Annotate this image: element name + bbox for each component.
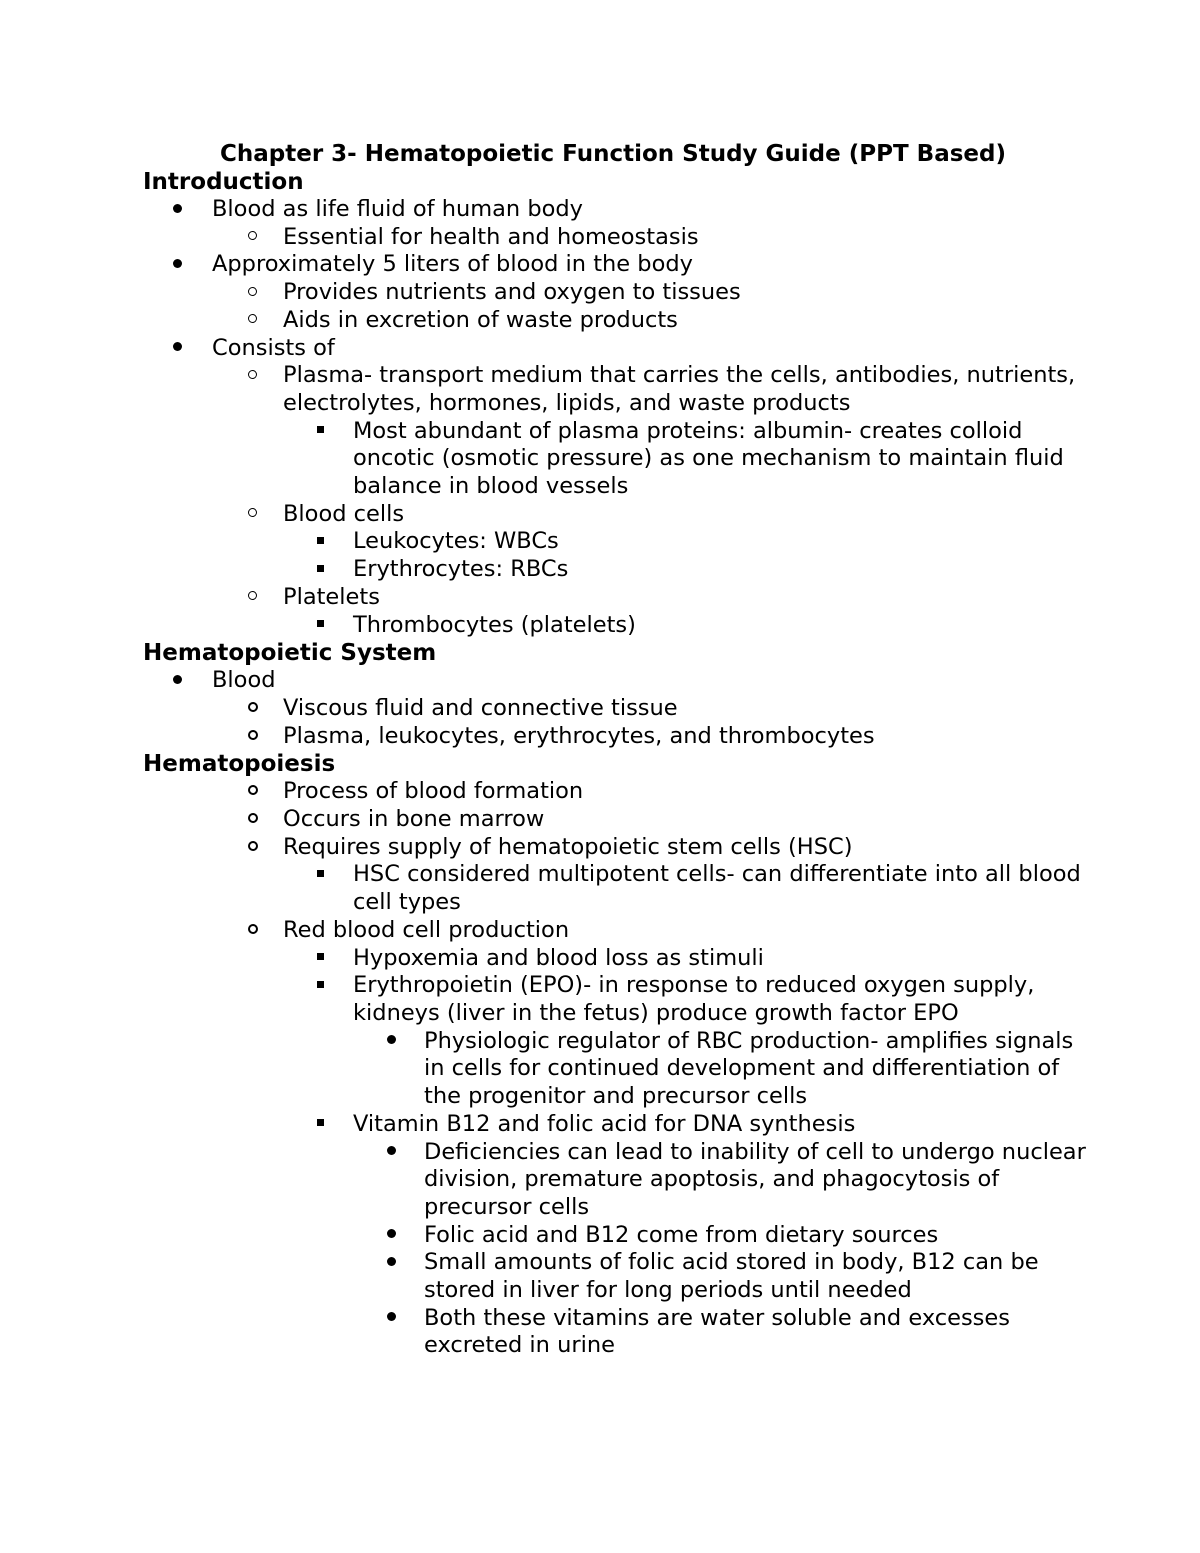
bullet-icon xyxy=(387,1305,396,1333)
list-item-text: Thrombocytes (platelets) xyxy=(353,611,636,638)
list-item xyxy=(143,224,1090,252)
list-item-text: Consists of xyxy=(212,334,335,361)
bullet-icon xyxy=(317,1111,324,1139)
list-item xyxy=(143,307,1090,335)
list-item xyxy=(143,861,1090,916)
list-item-text: Provides nutrients and oxygen to tissues xyxy=(283,279,741,306)
list-item xyxy=(143,723,1090,751)
bullet-icon xyxy=(248,307,257,335)
list-item-text: Small amounts of folic acid stored in body, B12 can be stored in liver for long periods until needed xyxy=(424,1249,1039,1304)
list-item-text: Red blood cell production xyxy=(283,916,570,943)
list-item xyxy=(143,528,1090,556)
bullet-icon xyxy=(248,778,258,806)
list-item xyxy=(143,1249,1090,1304)
list-item-text: Erythrocytes: RBCs xyxy=(353,556,569,583)
list-item xyxy=(143,834,1090,862)
list-item xyxy=(143,251,1090,279)
list-item-text: Platelets xyxy=(283,583,380,610)
bullet-icon xyxy=(173,251,182,279)
bullet-icon xyxy=(248,224,257,252)
list-item-text: Both these vitamins are water soluble and excesses excreted in urine xyxy=(424,1304,1010,1359)
bullet-icon xyxy=(173,196,182,224)
bullet-icon xyxy=(317,418,324,446)
bullet-icon xyxy=(317,945,324,973)
document-body xyxy=(143,168,1090,1360)
list-item-text: Process of blood formation xyxy=(283,778,584,805)
list-item xyxy=(143,279,1090,307)
bullet-icon xyxy=(317,612,324,640)
section-list xyxy=(143,196,1090,639)
list-item-text: Hypoxemia and blood loss as stimuli xyxy=(353,944,764,971)
bullet-icon xyxy=(387,1222,396,1250)
list-item xyxy=(143,196,1090,224)
bullet-icon xyxy=(317,528,324,556)
list-item xyxy=(143,945,1090,973)
list-item xyxy=(143,778,1090,806)
list-item xyxy=(143,418,1090,501)
bullet-icon xyxy=(248,806,258,834)
list-item-text: Occurs in bone marrow xyxy=(283,806,545,833)
bullet-icon xyxy=(387,1139,396,1167)
bullet-icon xyxy=(317,556,324,584)
list-item-text: Blood as life fluid of human body xyxy=(212,196,583,222)
section-list xyxy=(143,778,1090,1360)
list-item xyxy=(143,972,1090,1027)
bullet-icon xyxy=(317,861,324,889)
list-item-text: HSC considered multipotent cells- can differentiate into all blood cell types xyxy=(353,861,1081,916)
list-item-text: Blood xyxy=(212,667,276,694)
bullet-icon xyxy=(248,723,258,751)
list-item-text: Essential for health and homeostasis xyxy=(283,223,699,250)
bullet-icon xyxy=(387,1028,396,1056)
list-item xyxy=(143,584,1090,612)
list-item xyxy=(143,1222,1090,1250)
list-item xyxy=(143,917,1090,945)
bullet-icon xyxy=(248,917,258,945)
bullet-icon xyxy=(248,695,258,723)
list-item xyxy=(143,612,1090,640)
list-item-text: Deficiencies can lead to inability of cell to undergo nuclear division, premature apoptosis, and phagocytosis of precursor cells xyxy=(424,1138,1086,1220)
list-item xyxy=(143,667,1090,695)
bullet-icon xyxy=(248,584,257,612)
list-item-text: Viscous fluid and connective tissue xyxy=(283,694,678,721)
bullet-icon xyxy=(248,501,257,529)
list-item-text: Most abundant of plasma proteins: albumin- creates colloid oncotic (osmotic pressure) as one mechanism to maintain fluid balance in blood vessels xyxy=(353,417,1064,500)
list-item-text: Plasma- transport medium that carries the cells, antibodies, nutrients, electrolytes, hormones, lipids, and waste products xyxy=(283,362,1076,416)
section-list xyxy=(143,667,1090,750)
bullet-icon xyxy=(248,362,257,390)
section-heading: Hematopoietic System xyxy=(143,640,437,667)
list-item-text: Plasma, leukocytes, erythrocytes, and thrombocytes xyxy=(283,722,875,749)
list-item xyxy=(143,501,1090,529)
section-heading: Introduction xyxy=(143,169,304,195)
list-item xyxy=(143,695,1090,723)
section-heading: Hematopoiesis xyxy=(143,751,336,778)
list-item-text: Folic acid and B12 come from dietary sources xyxy=(424,1221,939,1248)
list-item xyxy=(143,362,1090,417)
bullet-icon xyxy=(173,335,182,363)
bullet-icon xyxy=(173,667,182,695)
bullet-icon xyxy=(387,1249,396,1277)
list-item-text: Erythropoietin (EPO)- in response to reduced oxygen supply, kidneys (liver in the fetus) produce growth factor EPO xyxy=(353,972,1035,1026)
page-title: Chapter 3- Hematopoietic Function Study Guide (PPT Based) xyxy=(220,141,1006,167)
list-item xyxy=(143,556,1090,584)
list-item xyxy=(143,1028,1090,1111)
list-item-text: Blood cells xyxy=(283,500,405,527)
list-item xyxy=(143,335,1090,363)
list-item xyxy=(143,1139,1090,1222)
list-item-text: Leukocytes: WBCs xyxy=(353,528,559,555)
list-item xyxy=(143,1111,1090,1139)
list-item xyxy=(143,806,1090,834)
bullet-icon xyxy=(248,279,257,307)
list-item-text: Vitamin B12 and folic acid for DNA synthesis xyxy=(353,1110,856,1137)
bullet-icon xyxy=(248,834,258,862)
list-item-text: Physiologic regulator of RBC production- amplifies signals in cells for continued development and differentiation of the progenitor and precursor cells xyxy=(424,1027,1074,1110)
bullet-icon xyxy=(317,972,324,1000)
list-item xyxy=(143,1305,1090,1360)
list-item-text: Aids in excretion of waste products xyxy=(283,306,678,333)
list-item-text: Approximately 5 liters of blood in the body xyxy=(212,251,693,278)
list-item-text: Requires supply of hematopoietic stem cells (HSC) xyxy=(283,833,853,860)
